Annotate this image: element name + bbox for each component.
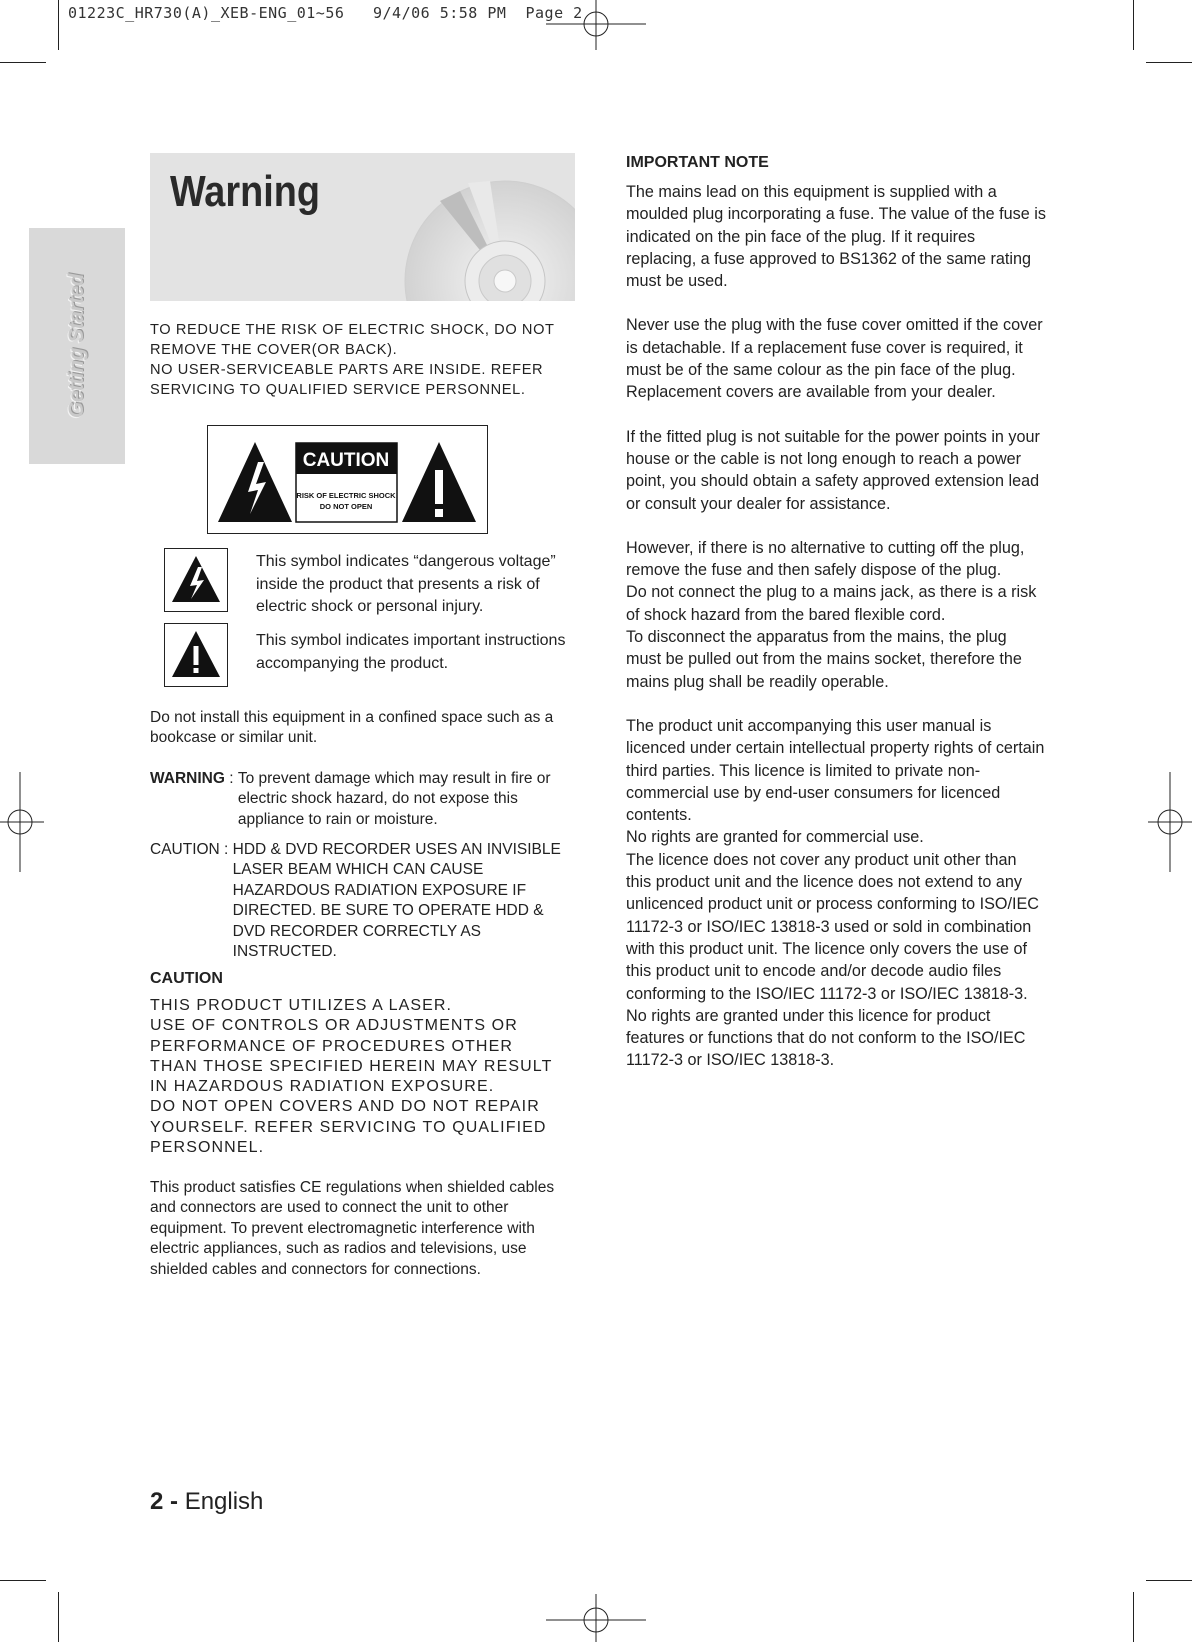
section-tab — [29, 228, 125, 464]
ce-regulations-note: This product satisfies CE regulations when shielded cables and connectors are used to connect the unit to other equipment. To prevent electromagnetic interference with electric appliances, such as radios and televisions, use shielded cables and connectors for connections. — [150, 1179, 555, 1278]
shock-warning-line: NO USER-SERVICEABLE PARTS ARE INSIDE. REFER — [150, 362, 544, 378]
disc-graphic — [150, 153, 575, 301]
laser-caution-note — [150, 840, 575, 962]
note-paragraph: The licence does not cover any product unit other than this product unit and the licence does not extend to any unlicenced product unit or process conforming to ISO/IEC 11172-3 or ISO/IEC 13818-3 used or sold in combination with this product unit. The licence only covers the use of this product unit to encode and/or decode audio files conforming to the ISO/IEC 11172-3 or ISO/IEC 13818-3. No rights are granted under this licence for product features or functions that do not conform to the ISO/IEC 11172-3 or ISO/IEC 13818-3. — [626, 850, 1039, 1070]
shock-warning-line: SERVICING TO QUALIFIED SERVICE PERSONNEL. — [150, 382, 526, 398]
caution-prefix: CAUTION : — [150, 841, 233, 858]
caution-heading: CAUTION — [150, 970, 223, 987]
page-number-value: 2 — [150, 1488, 164, 1515]
important-note-body — [626, 181, 1046, 1072]
laser-caution-line: THIS PRODUCT UTILIZES A LASER. — [150, 997, 453, 1014]
laser-caution-block — [150, 996, 575, 1158]
laser-caution-line: PERFORMANCE OF PROCEDURES OTHER — [150, 1037, 514, 1055]
page-number — [150, 1488, 263, 1516]
shock-warning-line: REMOVE THE COVER(OR BACK). — [150, 342, 398, 358]
caution-label-box — [207, 425, 488, 534]
warning-note — [150, 769, 575, 830]
instructions-symbol-text: This symbol indicates important instructions accompanying the product. — [256, 632, 566, 672]
lightning-warning-icon — [164, 548, 228, 612]
warning-label: WARNING — [150, 770, 225, 787]
title-banner — [150, 153, 575, 301]
laser-caution-line: IN HAZARDOUS RADIATION EXPOSURE. — [150, 1078, 495, 1096]
page-number-separator: - — [163, 1488, 185, 1515]
laser-caution-line: USE OF CONTROLS OR ADJUSTMENTS OR — [150, 1017, 518, 1035]
note-paragraph: The product unit accompanying this user manual is licenced under certain intellectual property rights of certain third parties. This licence is limited to private non-commercial use by end-user consumers for licenced contents. — [626, 716, 1045, 825]
section-tab-label: Getting Started — [65, 273, 88, 419]
page-title: Warning — [170, 167, 320, 216]
laser-caution-line: DO NOT OPEN COVERS AND DO NOT REPAIR — [150, 1098, 540, 1116]
caution-label-line: RISK OF ELECTRIC SHOCK — [296, 491, 396, 500]
caution-text: HDD & DVD RECORDER USES AN INVISIBLE LASER BEAM WHICH CAN CAUSE HAZARDOUS RADIATION EXPOSURE IF DIRECTED. BE SURE TO OPERATE HDD & DVD RECORDER CORRECTLY AS INSTRUCTED. — [232, 841, 561, 961]
shock-warning — [150, 320, 575, 400]
note-paragraph: Never use the plug with the fuse cover omitted if the cover is detachable. If a replacement fuse cover is required, it must be of the same colour as the pin face of the plug. Replacement covers are available from your dealer. — [626, 316, 1043, 402]
caution-label-title: CAUTION — [302, 450, 390, 471]
warning-text: To prevent damage which may result in fire or electric shock hazard, do not expose this appliance to rain or moisture. — [237, 770, 551, 828]
caution-label-line: DO NOT OPEN — [319, 502, 373, 511]
note-paragraph: However, if there is no alternative to cutting off the plug, remove the fuse and then safely dispose of the plug. — [626, 538, 1025, 580]
caution-label-graphic — [208, 426, 487, 533]
page-language: English — [184, 1488, 264, 1515]
note-paragraph: If the fitted plug is not suitable for the power points in your house or the cable is not long enough to reach a power point, you should obtain a safety approved extension lead or consult your dealer for assistance. — [626, 427, 1040, 513]
printer-header: 01223C_HR730(A)_XEB-ENG_01~56 9/4/06 5:58 PM Page 2 — [68, 4, 583, 22]
note-paragraph: The mains lead on this equipment is supplied with a moulded plug incorporating a fuse. The value of the fuse is indicated on the pin face of the plug. If it requires replacing, a fuse approved to BS1362 of the same rating must be used. — [626, 183, 1046, 291]
note-paragraph: To disconnect the apparatus from the mains, the plug must be pulled out from the mains socket, therefore the mains plug shall be readily operable. — [626, 628, 1022, 691]
confined-space-note: Do not install this equipment in a confined space such as a bookcase or similar unit. — [150, 709, 554, 747]
shock-warning-line: TO REDUCE THE RISK OF ELECTRIC SHOCK, DO NOT — [150, 322, 555, 338]
important-note-heading: IMPORTANT NOTE — [626, 154, 769, 171]
laser-caution-line: YOURSELF. REFER SERVICING TO QUALIFIED — [150, 1118, 547, 1136]
exclamation-warning-icon — [164, 623, 228, 687]
laser-caution-line: PERSONNEL. — [150, 1139, 265, 1157]
laser-caution-line: THAN THOSE SPECIFIED HEREIN MAY RESULT — [150, 1057, 553, 1075]
voltage-symbol-text: This symbol indicates “dangerous voltage” inside the product that presents a risk of electric shock or personal injury. — [256, 553, 556, 615]
note-paragraph: Do not connect the plug to a mains jack, as there is a risk of shock hazard from the bared flexible cord. — [626, 583, 1037, 624]
note-paragraph: No rights are granted for commercial use. — [626, 828, 924, 847]
warning-separator: : — [224, 770, 238, 787]
